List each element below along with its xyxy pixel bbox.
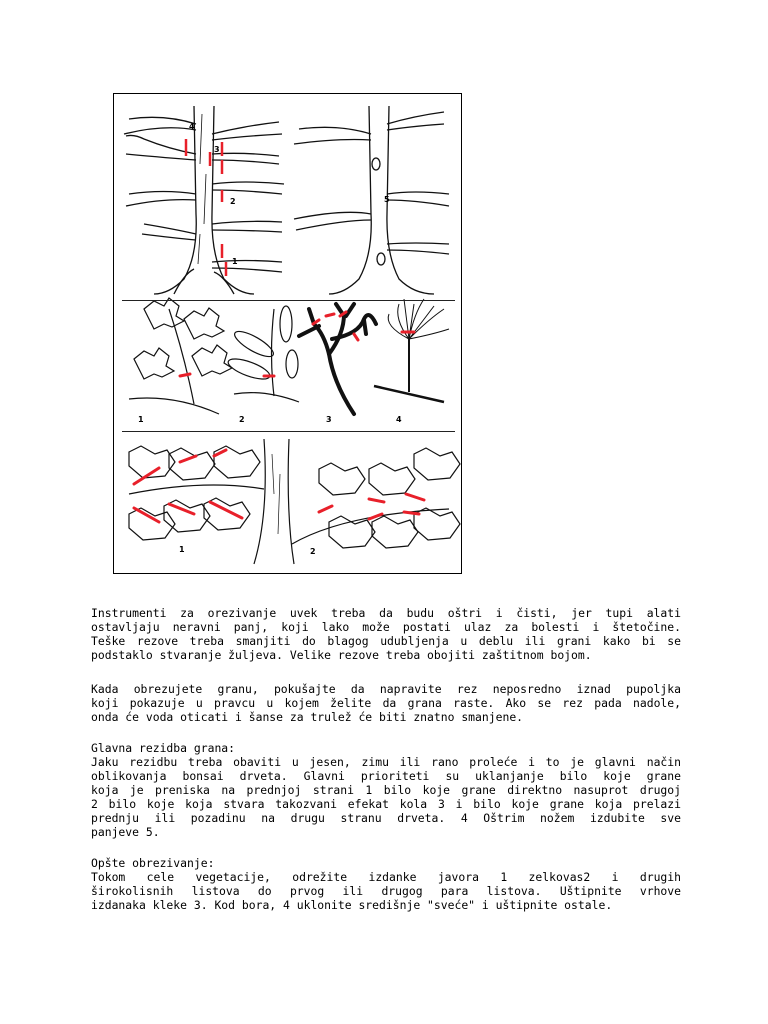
label-bottom-2: 2 xyxy=(310,547,316,556)
maple-shoot xyxy=(129,298,232,414)
paragraph-branch-cut xyxy=(91,682,681,724)
label-top-5: 5 xyxy=(384,195,390,204)
label-middle-3: 3 xyxy=(326,415,332,424)
label-top-2: 2 xyxy=(230,197,236,206)
section-heading: Opšte obrezivanje: xyxy=(91,856,215,870)
text-line: oblikovanja bonsai drveta. Glavni prioriteti su uklanjanje bilo koje grane xyxy=(91,769,681,783)
label-top-4: 4 xyxy=(189,122,195,131)
text-line: koja je preniska na prednjoj strani 1 bilo koje grane direktno nasuprot drugoj xyxy=(91,783,681,797)
pruning-illustration-svg xyxy=(114,94,461,573)
label-top-1: 1 xyxy=(232,257,238,266)
trunk-section xyxy=(254,439,294,564)
text-line: Tokom cele vegetacije, odrežite izdanke javora 1 zelkovas2 i drugih xyxy=(91,870,681,884)
text-line: panjeve 5. xyxy=(91,825,160,839)
text-line: Teške rezove treba smanjiti do blagog udubljenja u deblu ili grani kako bi se xyxy=(91,634,681,648)
text-line: podstaklo stvaranje žuljeva. Velike rezove treba obojiti zaštitnom bojom. xyxy=(91,648,592,662)
panel-divider-1 xyxy=(122,300,455,301)
leaf-shoot-left xyxy=(129,446,264,540)
tree-after-pruning xyxy=(294,106,449,294)
text-line: izdanaka kleke 3. Kod bora, 4 uklonite središnje "sveće" i uštipnite ostale. xyxy=(91,898,613,912)
text-line: onda će voda oticati i šanse za trulež će biti znatno smanjene. xyxy=(91,710,524,724)
label-middle-1: 1 xyxy=(138,415,144,424)
text-line: Jaku rezidbu treba obaviti u jesen, zimu ili rano proleće i to je glavni način xyxy=(91,755,681,769)
label-middle-2: 2 xyxy=(239,415,245,424)
paragraph-general-pruning xyxy=(91,856,681,912)
leaf-shoot-right xyxy=(292,448,460,548)
text-line: 2 bilo koje koja stvara takozvani efekat kola 3 i bilo koje grane koja prelazi xyxy=(91,797,681,811)
text-line: Instrumenti za orezivanje uvek treba da budu oštri i čisti, jer tupi alati xyxy=(91,606,681,620)
zelkova-shoot xyxy=(226,306,299,402)
paragraph-main-pruning xyxy=(91,741,681,839)
paragraph-tools xyxy=(91,606,681,662)
panel-divider-2 xyxy=(122,431,455,432)
pine-shoot xyxy=(374,299,449,402)
section-heading: Glavna rezidba grana: xyxy=(91,741,236,755)
juniper-shoot xyxy=(299,304,376,414)
text-line: širokolisnih listova do prvog ili drugog para listova. Uštipnite vrhove xyxy=(91,884,681,898)
tree-before-pruning xyxy=(124,106,284,294)
text-line: prednju ili pozadinu na drugu stranu drveta. 4 Oštrim nožem izdubite sve xyxy=(91,811,681,825)
label-bottom-1: 1 xyxy=(179,545,185,554)
text-line: Kada obrezujete granu, pokušajte da napravite rez neposredno iznad pupoljka xyxy=(91,682,681,696)
text-line: ostavljaju neravni panj, koji lako može postati ulaz za bolesti i štetočine. xyxy=(91,620,681,634)
pruning-illustration xyxy=(113,93,462,574)
text-line: koji pokazuje u pravcu u kojem želite da grana raste. Ako se rez pada nadole, xyxy=(91,696,681,710)
label-top-3: 3 xyxy=(214,145,220,154)
cut-marks-shoots xyxy=(180,312,414,376)
label-middle-4: 4 xyxy=(396,415,402,424)
